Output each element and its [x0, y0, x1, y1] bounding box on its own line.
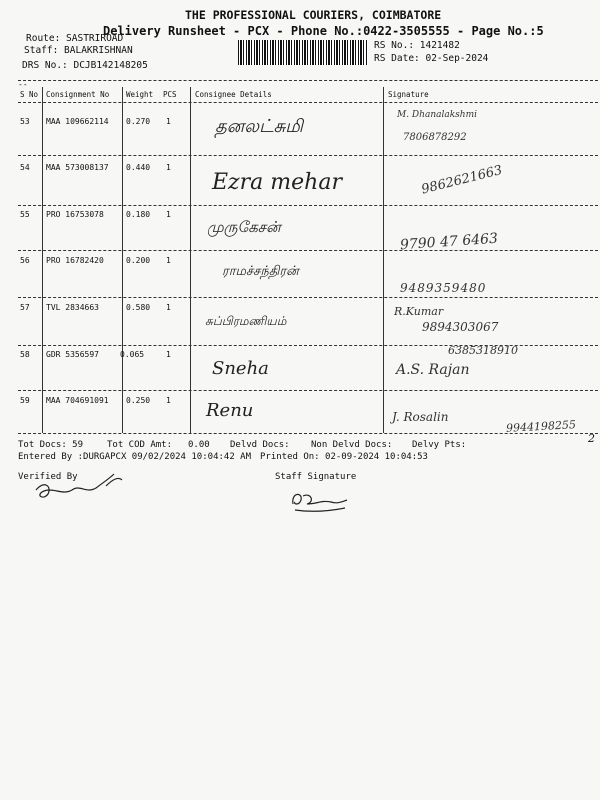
signature-name: J. Rosalin: [392, 410, 449, 424]
table-row-weight: 0.580: [126, 303, 151, 312]
non-delivered-docs: Non Delvd Docs:: [311, 440, 393, 450]
total-cod-label: Tot COD Amt:: [107, 440, 173, 450]
table-row-pcs: 1: [166, 163, 171, 172]
table-row-consignment: PRO 16782420: [46, 256, 104, 265]
col-pcs: PCS: [163, 90, 177, 99]
delivered-docs: Delvd Docs:: [230, 440, 290, 450]
staff-label: Staff: BALAKRISHNAN: [24, 45, 133, 56]
signature-phone: 9489359480: [400, 281, 487, 295]
table-row-weight: 0.065: [120, 350, 145, 359]
table-row-pcs: 1: [166, 117, 171, 126]
table-row-weight: 0.250: [126, 396, 151, 405]
table-row-weight: 0.200: [126, 256, 151, 265]
entered-by: Entered By :DURGAPCX 09/02/2024 10:04:42 AM: [18, 452, 251, 462]
signature-name: R.Kumar: [394, 305, 444, 318]
col-consignment: Consignment No: [46, 90, 110, 99]
signature-phone: 9944198255: [505, 418, 577, 435]
signature-phone: 9790 47 6463: [399, 230, 499, 254]
verified-by-label: Verified By: [18, 472, 78, 482]
runsheet-barcode: [238, 40, 368, 65]
printed-on: Printed On: 02-09-2024 10:04:53: [260, 452, 428, 462]
consignee-handwriting: Sneha: [212, 358, 269, 379]
table-row-sno: 59: [20, 396, 30, 405]
table-row-consignment: TVL 2834663: [46, 303, 99, 312]
table-row-pcs: 1: [166, 396, 171, 405]
table-row-sno: 53: [20, 117, 30, 126]
table-row-sno: 54: [20, 163, 30, 172]
consignee-handwriting: Ezra mehar: [212, 170, 342, 195]
signature-phone: 6385318910: [448, 344, 518, 357]
consignee-handwriting: சுப்பிரமணியம்: [205, 314, 287, 328]
drs-number: DRS No.: DCJB142148205: [22, 60, 148, 71]
consignee-handwriting: தனலட்சுமி: [215, 116, 303, 137]
table-row-sno: 58: [20, 350, 30, 359]
route-label: Route: SASTRIROAD: [26, 33, 124, 44]
runsheet-title: Delivery Runsheet - PCX - Phone No.:0422-3505555 - Page No.:5: [103, 24, 544, 38]
staff-signature-scribble: [285, 488, 355, 514]
col-weight: Weight: [126, 90, 154, 99]
table-row-weight: 0.440: [126, 163, 151, 172]
signature-name: A.S. Rajan: [396, 362, 470, 378]
consignee-handwriting: முருகேசன்: [207, 218, 281, 236]
rs-number: RS No.: 1421482: [374, 40, 460, 51]
total-cod-amount: 0.00: [188, 440, 210, 450]
stray-mark: 2: [588, 432, 595, 445]
signature-phone: 9862621663: [420, 162, 504, 198]
table-row-consignment: MAA 109662114: [46, 117, 109, 126]
table-row-pcs: 1: [166, 303, 171, 312]
table-row-consignment: MAA 704691091: [46, 396, 109, 405]
table-row-sno: 57: [20, 303, 30, 312]
table-row-consignment: MAA 573008137: [46, 163, 109, 172]
table-row-sno: 55: [20, 210, 30, 219]
consignee-handwriting: Renu: [206, 400, 254, 421]
table-row-pcs: 1: [166, 350, 171, 359]
table-row-pcs: 1: [166, 210, 171, 219]
company-title: THE PROFESSIONAL COURIERS, COIMBATORE: [185, 8, 442, 22]
rs-date: RS Date: 02-Sep-2024: [374, 53, 489, 64]
consignee-handwriting: ராமச்சந்திரன்: [222, 264, 299, 279]
signature-phone: 9894303067: [422, 320, 499, 334]
table-row-pcs: 1: [166, 256, 171, 265]
table-row-sno: 56: [20, 256, 30, 265]
signature-name: M. Dhanalakshmi: [397, 110, 478, 120]
signature-phone: 7806878292: [403, 132, 467, 143]
delivery-points: Delvy Pts:: [412, 440, 467, 450]
staff-signature-label: Staff Signature: [275, 472, 357, 482]
col-signature: Signature: [388, 90, 429, 99]
table-row-consignment: GDR 5356597: [46, 350, 99, 359]
verifier-signature-scribble: [18, 466, 138, 506]
col-sno: S No: [20, 90, 39, 99]
table-row-consignment: PRO 16753078: [46, 210, 104, 219]
table-row-weight: 0.270: [126, 117, 151, 126]
total-docs: Tot Docs: 59: [18, 440, 84, 450]
table-row-weight: 0.180: [126, 210, 151, 219]
col-consignee: Consignee Details: [195, 90, 272, 99]
